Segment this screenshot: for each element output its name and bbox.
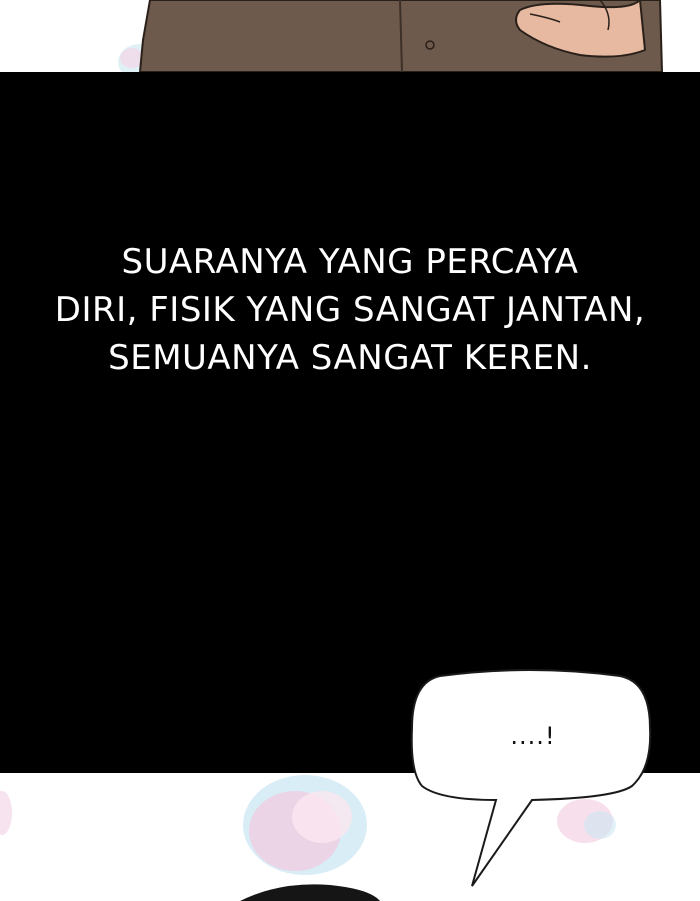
- narration-text: [0, 238, 700, 382]
- speech-bubble-text: ....!: [510, 722, 556, 750]
- top-illustration: [0, 0, 700, 72]
- narration-line-1: SUARANYA YANG PERCAYA: [121, 242, 579, 282]
- narration-line-3: SEMUANYA SANGAT KEREN.: [108, 338, 592, 378]
- hair-shape: [240, 884, 380, 901]
- pastel-blob-left: [0, 791, 12, 835]
- speech-bubble: [400, 668, 660, 900]
- narration-line-2: DIRI, FISIK YANG SANGAT JANTAN,: [54, 290, 646, 330]
